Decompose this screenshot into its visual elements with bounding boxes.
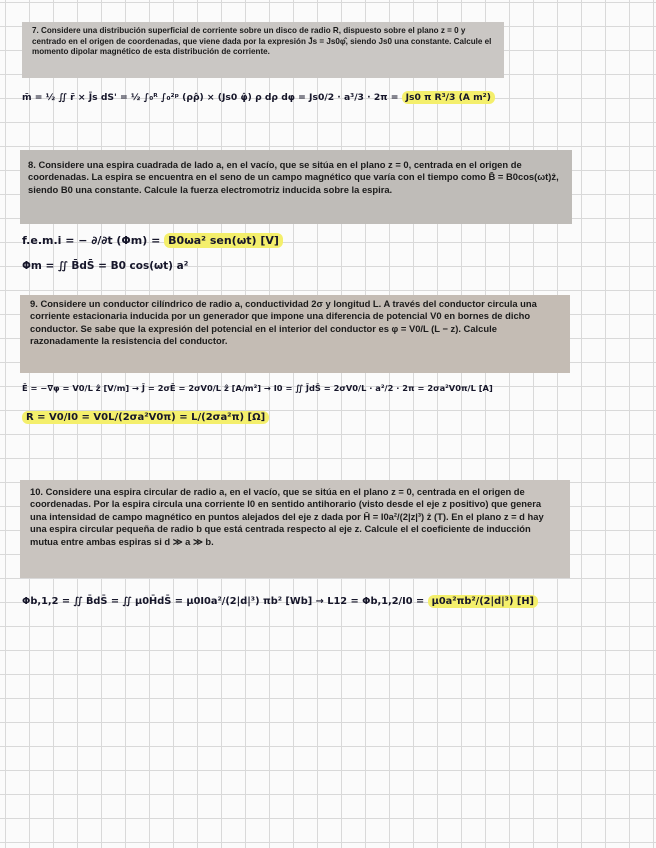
solution-8-line-2 — [22, 260, 188, 272]
problem-text: Considere una espira circular de radio a, en el vacío, que se sitúa en el plano z = 0, centrada en el origen de coordenadas. Por la espira circula una corriente I0 en sentido antihorario (visto desde el eje z positivo) que genera una intensidad de campo magnético en puntos alejados del eje z dada por H̄ = I0a²/(2|z|³) ẑ (T). En el plano z = d hay una espira circular pequeña de radio b que está centrada respecto al eje z. Calcule el el coeficiente de inducción mutua entre ambas espiras si d ≫ a ≫ b. — [30, 486, 544, 547]
problem-number: 7. — [32, 26, 39, 35]
problem-text: Considere una espira cuadrada de lado a, en el vacío, que se sitúa en el plano z = 0, centrada en el origen de coordenadas. La espira se encuentra en el seno de un campo magnético que varía con el tiempo como B̄ = B0cos(ωt)ẑ, siendo B0 una constante. Calcule la fuerza electromotriz inducida sobre la espira. — [28, 159, 559, 195]
highlighted-result: R = V0/I0 = V0L/(2σa²V0π) = L/(2σa²π) [Ω] — [22, 411, 269, 424]
problem-9-statement — [20, 295, 570, 373]
problem-8-statement — [20, 150, 572, 224]
problem-text: Considere una distribución superficial de corriente sobre un disco de radio R, dispuesto sobre el plano z = 0 y centrado en el origen de coordenadas, que viene dada por la expresión J̄s = Js0φ̂, siendo Js0 una constante. Calcule el momento dipolar magnético de esta distribución de corriente. — [32, 26, 492, 57]
problem-10-statement — [20, 480, 570, 578]
solution-text: Ē = −∇φ = V0/L ẑ [V/m] → J̄ = 2σĒ = 2σV0/L ẑ [A/m²] → I0 = ∬ J̄dS̄ = 2σV0/L · a²/2 · 2π = 2σa²V0π/L [A] — [22, 383, 493, 393]
solution-9-line-2 — [22, 412, 269, 423]
solution-text: Φm = ∬ B̄dS̄ = B0 cos(ωt) a² — [22, 260, 189, 272]
solution-text: m̄ = ½ ∬ r̄ × J̄s dS' = ½ ∫₀ᴿ ∫₀²ᵖ (ρρ̂) × (Js0 φ̂) ρ dρ dφ = Js0/2 · a³/3 · 2π = — [22, 92, 402, 103]
solution-9-line-1 — [22, 383, 493, 393]
problem-number: 9. — [30, 298, 38, 309]
problem-number: 8. — [28, 159, 36, 170]
highlighted-result: Js0 π R³/3 (A m²) — [402, 91, 495, 104]
solution-7-line-1 — [22, 92, 495, 103]
problem-text: Considere un conductor cilíndrico de radio a, conductividad 2σ y longitud L. A través del conductor circula una corriente estacionaria inducida por un generador que impone una diferencia de potencial V0 en bornes de dicho conductor. Se sabe que la expresión del potencial en el interior del conductor es φ = V0/L (L − z). Calcule razonadamente la resistencia del conductor. — [30, 298, 537, 347]
solution-8-line-1 — [22, 234, 283, 247]
solution-10-line-1 — [22, 596, 538, 607]
solution-text: f.e.m.i = − ∂/∂t (Φm) = — [22, 234, 165, 247]
highlighted-result: B0ωa² sen(ωt) [V] — [164, 233, 283, 248]
problem-number: 10. — [30, 486, 44, 497]
problem-7-statement — [22, 22, 504, 78]
highlighted-result: μ0a²πb²/(2|d|³) [H] — [428, 595, 538, 608]
solution-text: Φb,1,2 = ∬ B̄dS̄ = ∬ μ0H̄dS̄ = μ0I0a²/(2|d|³) πb² [Wb] → L12 = Φb,1,2/I0 = — [22, 596, 428, 607]
